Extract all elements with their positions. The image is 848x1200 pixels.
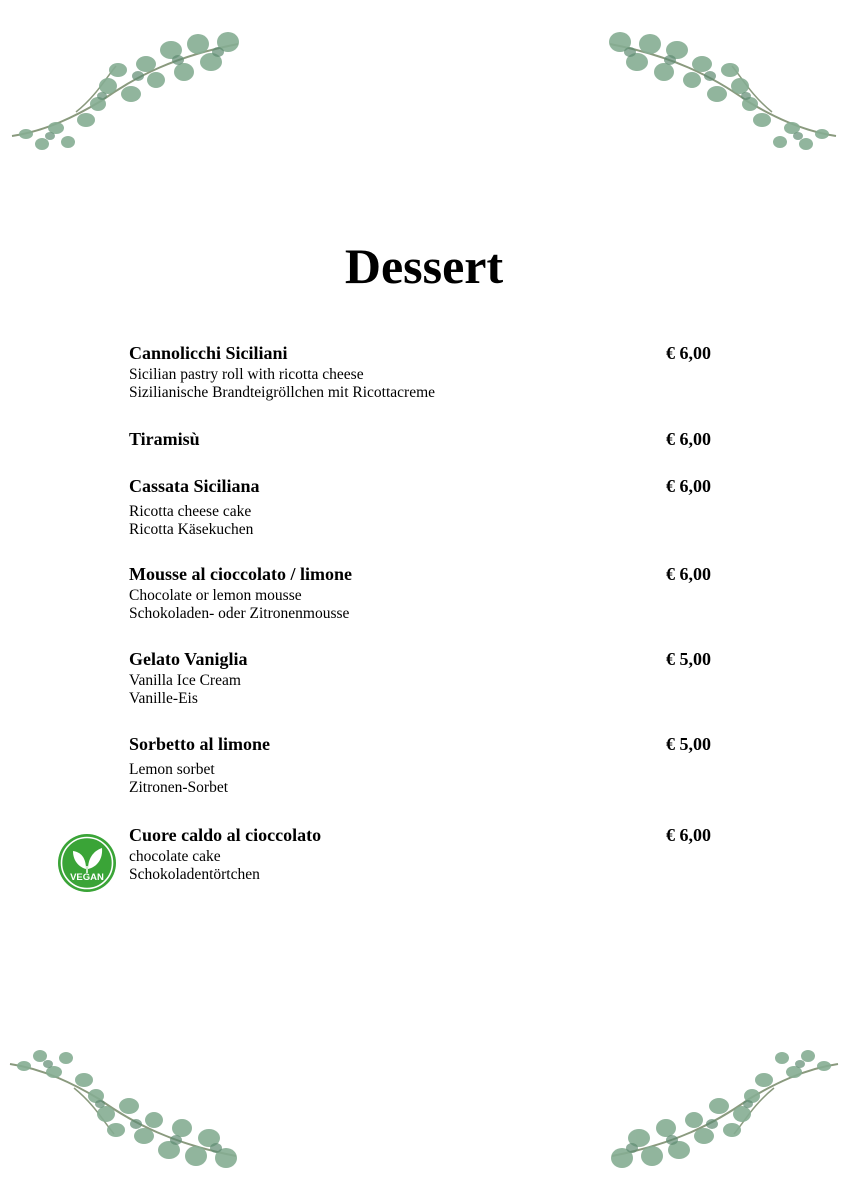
item-price: € 6,00 (666, 564, 711, 584)
item-price: € 5,00 (666, 649, 711, 669)
item-name: Cannolicchi Siciliani (129, 343, 288, 363)
item-name: Mousse al cioccolato / limone (129, 564, 352, 584)
item-description: Vanille-Eis (129, 690, 198, 707)
item-description: Sizilianische Brandteigröllchen mit Ricottacreme (129, 384, 436, 401)
menu-item (129, 561, 711, 623)
menu-item (129, 646, 711, 708)
menu-item (129, 340, 711, 402)
eucalyptus-branch-icon (602, 16, 842, 166)
item-description: Sicilian pastry roll with ricotta cheese (129, 366, 364, 383)
item-name: Cuore caldo al cioccolato (129, 825, 322, 845)
item-price: € 6,00 (666, 476, 711, 496)
item-name: Cassata Siciliana (129, 476, 260, 496)
item-description: Schokoladen- oder Zitronenmousse (129, 605, 350, 622)
menu-item (129, 822, 711, 884)
menu-item (129, 473, 711, 539)
eucalyptus-branch-icon (604, 1034, 844, 1184)
menu-item (129, 426, 711, 452)
menu-item (129, 731, 711, 797)
item-price: € 6,00 (666, 343, 711, 363)
item-price: € 6,00 (666, 429, 711, 449)
item-description: Ricotta Käsekuchen (129, 521, 254, 538)
page-title: Dessert (344, 238, 504, 294)
item-description: Chocolate or lemon mousse (129, 587, 302, 604)
item-name: Sorbetto al limone (129, 734, 270, 754)
item-price: € 6,00 (666, 825, 711, 845)
item-description: Vanilla Ice Cream (129, 672, 241, 689)
item-name: Gelato Vaniglia (129, 649, 248, 669)
item-price: € 5,00 (666, 734, 711, 754)
eucalyptus-branch-icon (6, 16, 246, 166)
item-description: chocolate cake (129, 848, 221, 865)
vegan-badge-label: VEGAN (70, 872, 104, 883)
item-description: Lemon sorbet (129, 761, 215, 778)
item-name: Tiramisù (129, 429, 200, 449)
eucalyptus-branch-icon (4, 1034, 244, 1184)
vegan-badge (57, 833, 117, 893)
item-description: Ricotta cheese cake (129, 503, 252, 520)
item-description: Zitronen-Sorbet (129, 779, 229, 796)
item-description: Schokoladentörtchen (129, 866, 260, 883)
